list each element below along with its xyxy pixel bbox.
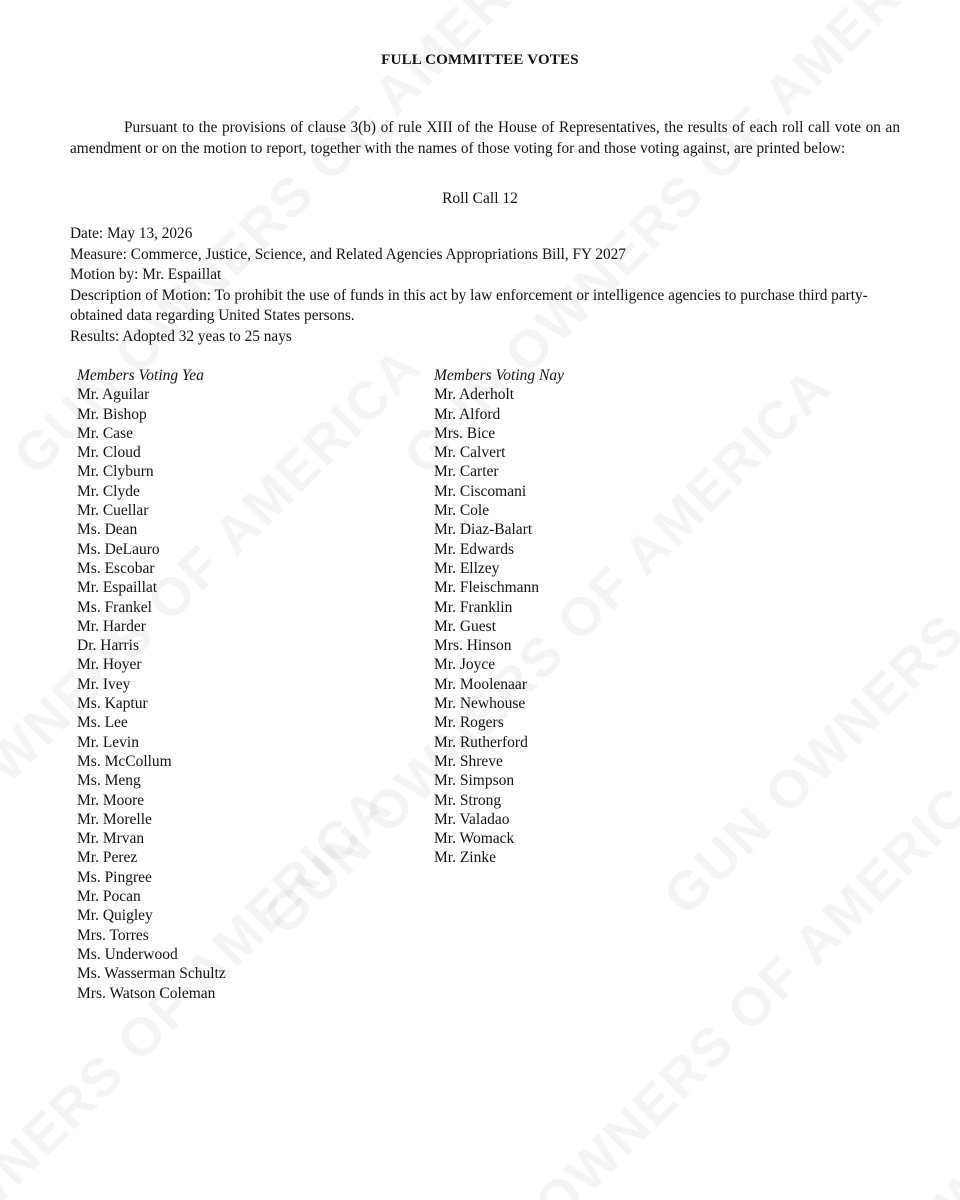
yea-column — [77, 366, 397, 1003]
nay-member: Mr. Franklin — [434, 598, 513, 616]
nay-member: Mr. Valadao — [434, 810, 510, 828]
yea-member: Ms. Lee — [77, 714, 128, 732]
nay-member: Mr. Newhouse — [434, 695, 526, 713]
nay-member: Mr. Moolenaar — [434, 675, 527, 693]
yea-member: Mr. Harder — [77, 617, 146, 635]
yea-member: Mr. Aguilar — [77, 386, 150, 404]
nay-column — [434, 366, 754, 868]
yea-member-list — [77, 385, 397, 1003]
nay-member: Mr. Joyce — [434, 656, 496, 674]
yea-member: Mrs. Torres — [77, 926, 149, 944]
yea-member: Mr. Espaillat — [77, 579, 158, 597]
nay-member: Mr. Calvert — [434, 444, 506, 462]
yea-member: Mr. Ivey — [77, 675, 131, 693]
nay-member-list — [434, 385, 754, 867]
yea-member: Mr. Mrvan — [77, 830, 145, 848]
yea-member: Mrs. Watson Coleman — [77, 984, 216, 1002]
yea-member: Mr. Hoyer — [77, 656, 142, 674]
nay-member: Mr. Womack — [434, 830, 515, 848]
yea-member: Ms. Escobar — [77, 559, 155, 577]
yea-member: Mr. Cuellar — [77, 502, 149, 520]
nay-member: Mr. Aderholt — [434, 386, 515, 404]
yea-member: Ms. Underwood — [77, 945, 178, 963]
nay-member: Mrs. Hinson — [434, 637, 512, 655]
vote-motion-by: Motion by: Mr. Espaillat — [70, 266, 222, 283]
yea-member: Ms. Dean — [77, 521, 138, 539]
vote-results: Results: Adopted 32 yeas to 25 nays — [70, 327, 292, 345]
yea-member: Ms. Kaptur — [77, 695, 148, 713]
yea-member: Ms. Wasserman Schultz — [77, 965, 226, 983]
vote-details — [70, 224, 900, 347]
yea-member: Ms. Meng — [77, 772, 141, 790]
nay-member: Mr. Shreve — [434, 752, 503, 770]
yea-member: Ms. Pingree — [77, 868, 152, 886]
yea-member: Ms. Frankel — [77, 598, 152, 616]
yea-member: Mr. Cloud — [77, 444, 141, 462]
yea-member: Mr. Perez — [77, 849, 138, 867]
yea-member: Mr. Levin — [77, 733, 139, 751]
nay-member: Mr. Guest — [434, 617, 496, 635]
yea-member: Mr. Pocan — [77, 888, 141, 906]
nay-heading: Members Voting Nay — [434, 367, 565, 384]
nay-member: Mr. Simpson — [434, 772, 515, 790]
nay-member: Mr. Strong — [434, 791, 502, 809]
nay-member: Mr. Diaz-Balart — [434, 521, 533, 539]
yea-member: Ms. DeLauro — [77, 540, 160, 558]
yea-member: Dr. Harris — [77, 637, 139, 655]
nay-member: Mrs. Bice — [434, 424, 496, 442]
nay-member: Mr. Ciscomani — [434, 482, 527, 500]
intro-paragraph: Pursuant to the provisions of clause 3(b) of rule XIII of the House of Representatives, the results of each roll call vote on an amendment or on the motion to report, together with the names of those voting for and those voting against, are printed below: — [70, 119, 900, 157]
yea-member: Mr. Clyburn — [77, 463, 154, 481]
nay-member: Mr. Fleischmann — [434, 579, 540, 597]
watermark-text — [792, 775, 960, 1200]
page-title: FULL COMMITTEE VOTES — [381, 52, 579, 68]
vote-date: Date: May 13, 2026 — [70, 225, 193, 242]
yea-member: Mr. Moore — [77, 791, 145, 809]
roll-call-heading: Roll Call 12 — [442, 190, 518, 207]
yea-member: Ms. McCollum — [77, 752, 172, 770]
yea-member: Mr. Bishop — [77, 405, 147, 423]
nay-member: Mr. Zinke — [434, 849, 496, 867]
nay-member: Mr. Rogers — [434, 714, 504, 732]
nay-member: Mr. Carter — [434, 463, 499, 481]
nay-member: Mr. Cole — [434, 502, 490, 520]
yea-member: Mr. Clyde — [77, 482, 140, 500]
nay-member: Mr. Alford — [434, 405, 501, 423]
nay-member: Mr. Rutherford — [434, 733, 528, 751]
nay-member: Mr. Ellzey — [434, 559, 500, 577]
yea-member: Mr. Quigley — [77, 907, 153, 925]
yea-heading: Members Voting Yea — [77, 367, 204, 384]
yea-member: Mr. Case — [77, 424, 133, 442]
yea-member: Mr. Morelle — [77, 810, 152, 828]
nay-member: Mr. Edwards — [434, 540, 515, 558]
vote-measure: Measure: Commerce, Justice, Science, and Related Agencies Appropriations Bill, FY 2027 — [70, 245, 626, 263]
vote-description: Description of Motion: To prohibit the use of funds in this act by law enforcement or intelligence agencies to purchase third party-obtained data regarding United States persons. — [70, 286, 868, 324]
